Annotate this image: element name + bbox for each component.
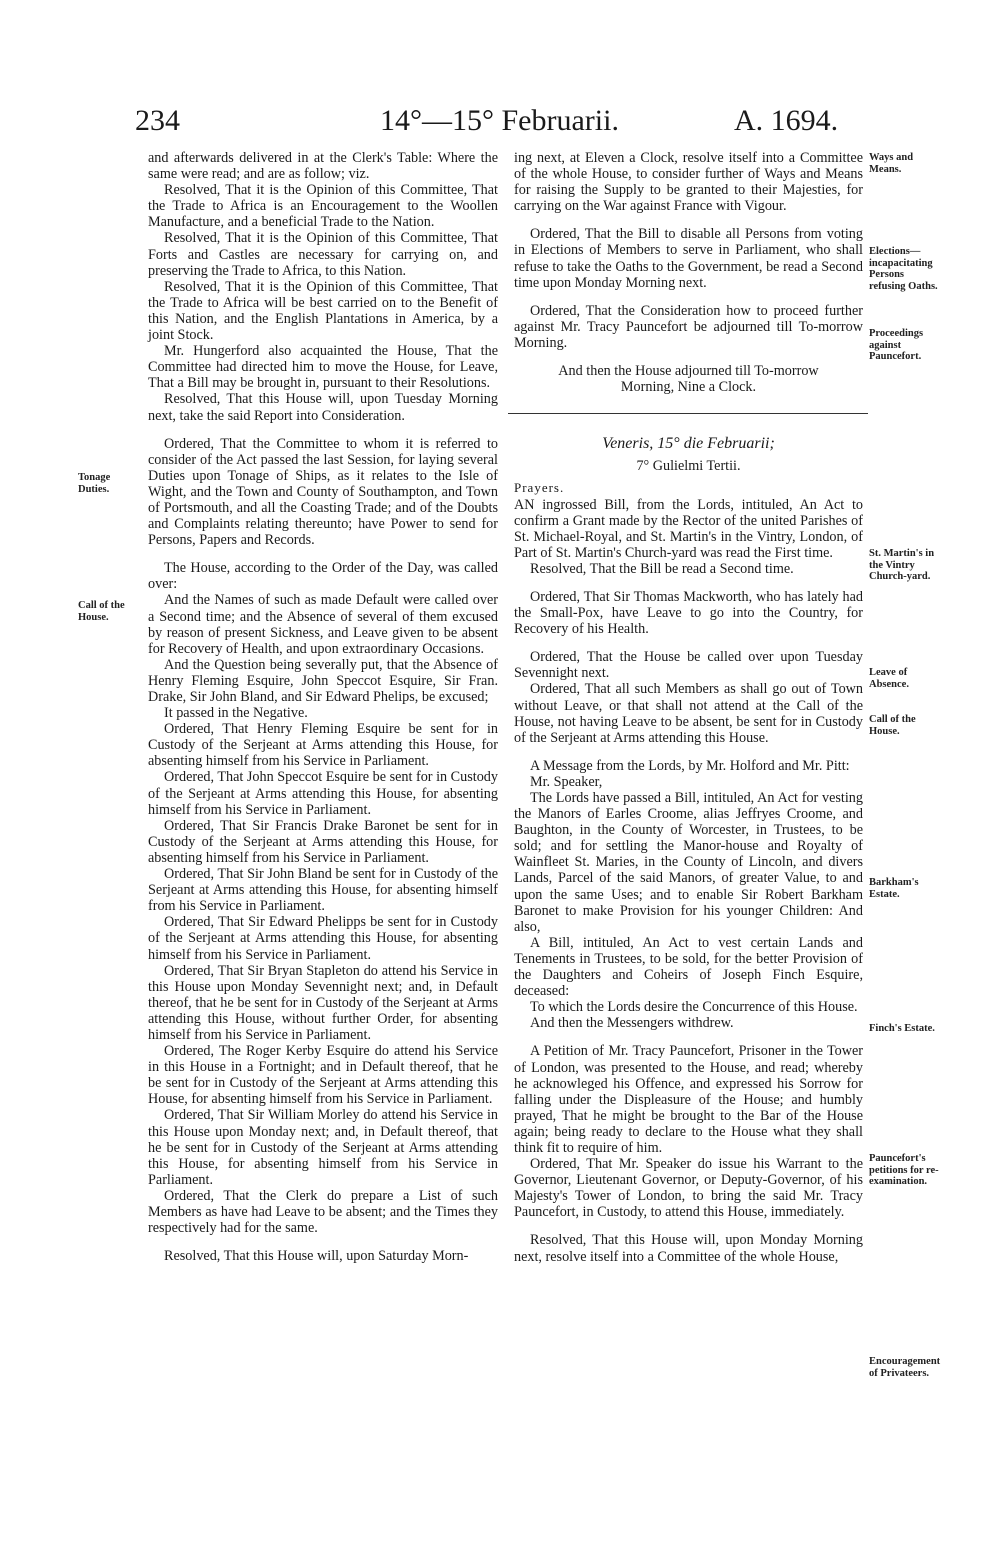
- paragraph: The Lords have passed a Bill, intituled, An Act for vesting the Manors of Earles Croome, alias Jeffryes Croome, and Baughton, in the County of Worcester, in Trustees, to be sold; and for settling the Manor-house and Royalty of Wainfleet St. Maries, in the County of Lincoln, and divers Lands, Parcel of the said Manors, of greater Value, to and upon the same Uses; and to enable Sir Robert Barkham Baronet to make Provision for his younger Children: And also,: [514, 790, 863, 935]
- paragraph: Ordered, That Sir Edward Phelipps be sent for in Custody of the Serjeant at Arms attending this House, for absenting himself from his Service in Parliament.: [148, 914, 498, 963]
- paragraph: and afterwards delivered in at the Clerk's Table: Where the same were read; and are as follow; viz.: [148, 150, 498, 183]
- right-column: [514, 150, 863, 1265]
- paragraph: Resolved, That the Bill be read a Second time.: [530, 560, 794, 577]
- paragraph: Ordered, That all such Members as shall go out of Town without Leave, or that shall not attend at the Call of the House, not having Leave to be absent, be sent for in Custody of the Serjeant at Arms attending this House.: [514, 681, 863, 746]
- prayers-heading: Prayers.: [514, 480, 565, 496]
- paragraph: A Message from the Lords, by Mr. Holford and Mr. Pitt:: [530, 757, 850, 774]
- margin-note-pauncefort: Pauncefort's petitions for re-examination.: [869, 1153, 939, 1187]
- paragraph: Ordered, That Sir William Morley do attend his Service in this House upon Monday next; and, in Default thereof, that he be sent for in Custody of the Serjeant at Arms attending this House, for absenting himself from his Service in Parliament.: [148, 1107, 498, 1188]
- page-header: [0, 0, 992, 140]
- paragraph: Ordered, The Roger Kerby Esquire do attend his Service in this House in a Fortnight; and in Default thereof, that he be sent for in Custody of the Serjeant at Arms attending this House, for absenting himself from his Service in Parliament.: [148, 1043, 498, 1108]
- paragraph: A Bill, intituled, An Act to vest certain Lands and Tenements in Trustees, to be sold, for the better Provision of the Daughters and Coheirs of Joseph Finch Esquire, deceased:: [514, 934, 863, 1000]
- margin-note-barkham: Barkham's Estate.: [869, 877, 919, 900]
- paragraph: Ordered, That the Committee to whom it is referred to consider of the Act passed the last Session, for laying several Duties upon Tonage of Ships, as it relates to the Isle of Wight, and the Town and County of Southampton, and Town of Portsmouth, and all the Coasting Trade; and of the Doubts and Complaints relating thereunto; have Power to send for Persons, Papers and Records.: [148, 435, 498, 549]
- margin-note-proceedings: Proceedings against Pauncefort.: [869, 328, 924, 362]
- paragraph: To which the Lords desire the Concurrence of this House.: [530, 999, 858, 1016]
- paragraph: Ordered, That Sir John Bland be sent for in Custody of the Serjeant at Arms attending this House, for absenting himself from his Service in Parliament.: [148, 866, 498, 915]
- margin-note-leave: Leave of Absence.: [869, 667, 909, 690]
- paragraph: And the Names of such as made Default were called over a Second time; and the Absence of several of them excused by reason of present Sickness, and Leave given to be absent for Recovery of Health, and upon extraordinary Occasions.: [148, 592, 498, 657]
- paragraph: Ordered, That Henry Fleming Esquire be sent for in Custody of the Serjeant at Arms attending this House, for absenting himself from his Service in Parliament.: [148, 721, 498, 770]
- paragraph: Resolved, That this House will, upon Tuesday Morning next, take the said Report into Consideration.: [148, 391, 498, 424]
- margin-note-finch: Finch's Estate.: [869, 1023, 935, 1034]
- margin-note-elections: Elections—incapacitating Persons refusing Oaths.: [869, 246, 938, 292]
- paragraph: It passed in the Negative.: [164, 705, 308, 722]
- paragraph: A Petition of Mr. Tracy Pauncefort, Prisoner in the Tower of London, was presented to the House, and read; whereby he acknowleged his Offence, and expressed his Sorrow for falling under the Displeasure of the House; and humbly prayed, That he might be brought to the Bar of the House again; being ready to declare to the House what they shall think fit to require of him.: [514, 1043, 863, 1156]
- margin-note-ways: Ways and Means.: [869, 152, 914, 175]
- page-number: 234: [135, 104, 180, 137]
- paragraph: The House, according to the Order of the Day, was called over:: [148, 560, 498, 593]
- paragraph: AN ingrossed Bill, from the Lords, intituled, An Act to confirm a Grant made by the Rector of the united Parishes of St. Michael-Royal, and St. Martin's in the Vintry, London, of Part of St. Martin's Church-yard was read the First time.: [514, 496, 863, 561]
- regnal-year: 7° Gulielmi Tertii.: [636, 458, 741, 475]
- date-heading: 14°—15° Februarii.: [380, 104, 619, 137]
- margin-note-st-martins: St. Martin's in the Vintry Church-yard.: [869, 548, 935, 582]
- section-divider: [508, 413, 868, 414]
- paragraph: Ordered, That Mr. Speaker do issue his Warrant to the Governor, Lieutenant Governor, or Deputy-Governor, of his Majesty's Tower of London, to bring the said Mr. Tracy Pauncefort, in Custody, to attend this House, immediately.: [514, 1156, 863, 1221]
- paragraph: Ordered, That Sir Thomas Mackworth, who has lately had the Small-Pox, have Leave to go into the Country, for Recovery of his Health.: [514, 588, 863, 638]
- left-column: [148, 150, 498, 1264]
- paragraph: Mr. Hungerford also acquainted the House, That the Committee had directed him to move the House, for Leave, That a Bill may be brought in, pursuant to their Resolutions.: [148, 343, 498, 392]
- paragraph: Ordered, That Sir Bryan Stapleton do attend his Service in this House upon Monday Sevennight next; and, in Default thereof, that he be sent for in Custody of the Serjeant at Arms attending this House, without further Order, for absenting himself from his Service in Parliament.: [148, 962, 498, 1043]
- paragraph: Ordered, That the Clerk do prepare a List of such Members as have had Leave to be absent; and the Times they respectively had for the same.: [148, 1187, 498, 1237]
- paragraph: Resolved, That this House will, upon Monday Morning next, resolve itself into a Committee of the whole House,: [514, 1232, 863, 1265]
- paragraph: Resolved, That it is the Opinion of this Committee, That the Trade to Africa is an Encouragement to the Woollen Manufacture, and a beneficial Trade to the Nation.: [148, 182, 498, 231]
- margin-note-privateers: Encouragement of Privateers.: [869, 1356, 941, 1379]
- paragraph: Ordered, That Sir Francis Drake Baronet be sent for in Custody of the Serjeant at Arms attending this House, for absenting himself from his Service in Parliament.: [148, 817, 498, 866]
- paragraph: Resolved, That it is the Opinion of this Committee, That Forts and Castles are necessary for carrying on, and preserving the Trade to Africa, to this Nation.: [148, 230, 498, 279]
- adjournment: And then the House adjourned till To-morrow Morning, Nine a Clock.: [558, 363, 819, 396]
- paragraph: Resolved, That this House will, upon Saturday Morn-: [164, 1248, 469, 1265]
- day-heading: Veneris, 15° die Februarii;: [602, 435, 775, 453]
- salutation: Mr. Speaker,: [530, 773, 603, 790]
- paragraph: Ordered, That John Speccot Esquire be sent for in Custody of the Serjeant at Arms attending this House, for absenting himself from his Service in Parliament.: [148, 769, 498, 818]
- year-heading: A. 1694.: [734, 104, 839, 137]
- paragraph: Ordered, That the Consideration how to proceed further against Mr. Tracy Pauncefort be adjourned till To-morrow Morning.: [514, 302, 863, 351]
- paragraph: ing next, at Eleven a Clock, resolve itself into a Committee of the whole House, to consider further of Ways and Means for raising the Supply to be granted to their Majesties, for carrying on the War against France with Vigour.: [514, 150, 863, 215]
- paragraph: And then the Messengers withdrew.: [530, 1015, 734, 1032]
- paragraph: And the Question being severally put, that the Absence of Henry Fleming Esquire, John Speccot Esquire, Sir Fran. Drake, Sir John Bland, and Sir Edward Phelips, be excused;: [148, 656, 498, 705]
- margin-note-call: Call of the House.: [78, 600, 125, 623]
- margin-note-tonage: Tonage Duties.: [78, 472, 111, 495]
- margin-note-call-2: Call of the House.: [869, 714, 916, 737]
- paragraph: Resolved, That it is the Opinion of this Committee, That the Trade to Africa will be best carried on to the Benefit of this Nation, and the English Plantations in America, by a joint Stock.: [148, 278, 498, 344]
- paragraph: Ordered, That the House be called over upon Tuesday Sevennight next.: [514, 649, 863, 682]
- paragraph: Ordered, That the Bill to disable all Persons from voting in Elections of Members to serve in Parliament, who shall refuse to take the Oaths to the Government, be read a Second time upon Monday Morning next.: [514, 226, 863, 291]
